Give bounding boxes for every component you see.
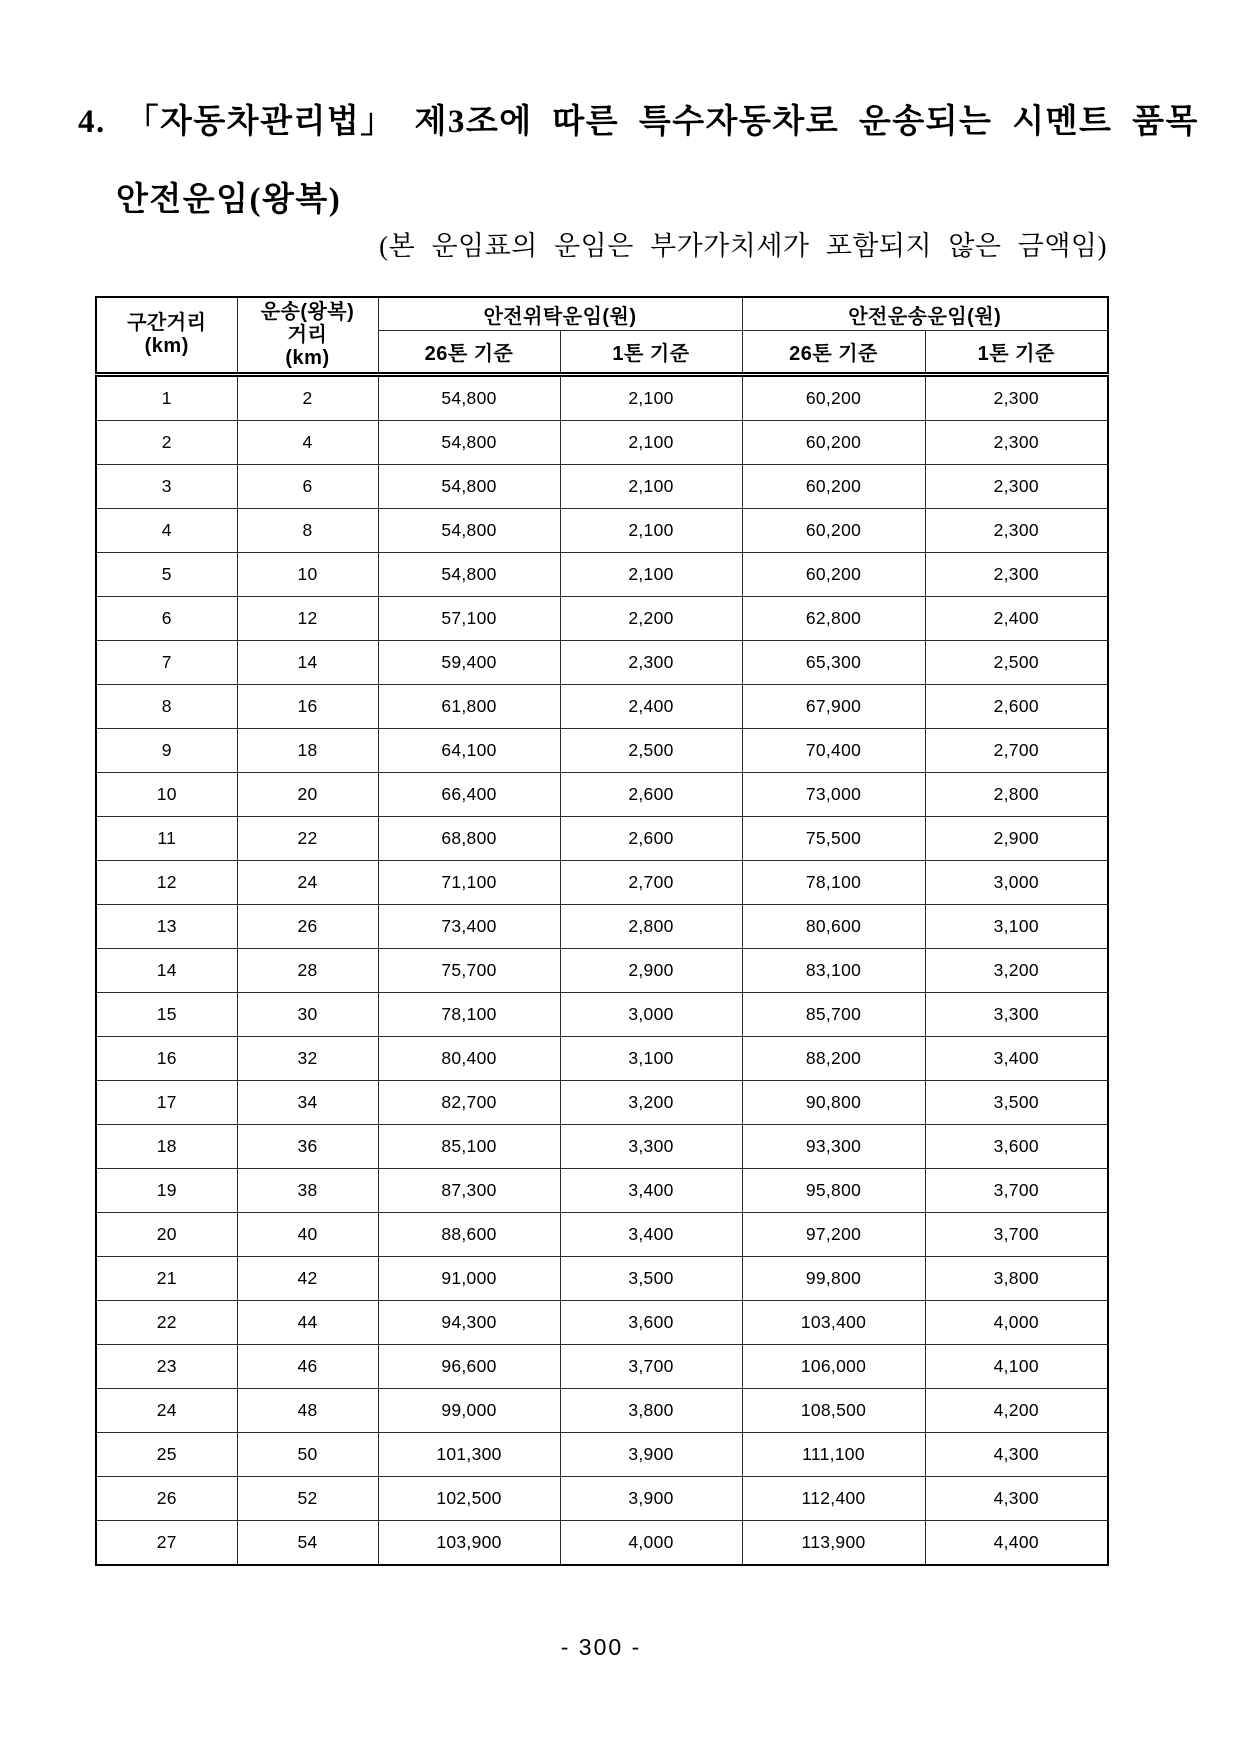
table-cell: 112,400 [742,1477,925,1521]
table-cell: 90,800 [742,1081,925,1125]
table-cell: 3,200 [560,1081,742,1125]
header-text: 구간거리 [127,312,207,334]
table-row [96,1081,1108,1125]
table-cell: 12 [237,597,378,641]
table-cell: 14 [237,641,378,685]
table-cell: 68,800 [378,817,560,861]
table-cell: 34 [237,1081,378,1125]
table-cell: 3,500 [560,1257,742,1301]
table-cell: 12 [96,861,237,905]
header-text: (km) [285,346,330,369]
table-cell: 87,300 [378,1169,560,1213]
header-consignment-26ton: 26톤 기준 [378,331,560,375]
table-cell: 3,300 [925,993,1108,1037]
table-cell: 3,800 [560,1389,742,1433]
table-cell: 62,800 [742,597,925,641]
table-cell: 27 [96,1521,237,1566]
table-row [96,1389,1108,1433]
table-cell: 2,800 [560,905,742,949]
table-cell: 4 [237,421,378,465]
table-cell: 94,300 [378,1301,560,1345]
table-cell: 2 [237,375,378,421]
table-cell: 6 [237,465,378,509]
table-cell: 44 [237,1301,378,1345]
table-cell: 103,900 [378,1521,560,1566]
table-cell: 2,500 [925,641,1108,685]
table-cell: 75,700 [378,949,560,993]
table-cell: 111,100 [742,1433,925,1477]
table-cell: 4,300 [925,1433,1108,1477]
table-row [96,597,1108,641]
table-cell: 54 [237,1521,378,1566]
table-row [96,729,1108,773]
header-section-distance [96,297,237,375]
table-row [96,993,1108,1037]
table-cell: 3,800 [925,1257,1108,1301]
table-cell: 2,900 [560,949,742,993]
header-roundtrip-distance [237,297,378,375]
table-cell: 54,800 [378,375,560,421]
table-row [96,949,1108,993]
table-cell: 82,700 [378,1081,560,1125]
table-cell: 30 [237,993,378,1037]
table-cell: 46 [237,1345,378,1389]
table-cell: 54,800 [378,553,560,597]
table-cell: 26 [96,1477,237,1521]
table-row [96,861,1108,905]
table-cell: 67,900 [742,685,925,729]
table-cell: 42 [237,1257,378,1301]
table-cell: 60,200 [742,421,925,465]
table-cell: 26 [237,905,378,949]
table-cell: 52 [237,1477,378,1521]
table-cell: 3,200 [925,949,1108,993]
table-cell: 3,400 [560,1213,742,1257]
table-row [96,1301,1108,1345]
table-cell: 2,100 [560,509,742,553]
table-cell: 2,700 [925,729,1108,773]
table-cell: 2,300 [925,553,1108,597]
table-cell: 4,200 [925,1389,1108,1433]
header-transport-fare-group: 안전운송운임(원) [742,297,1108,331]
table-cell: 61,800 [378,685,560,729]
section-title-line2: 안전운임(왕복) [116,182,342,218]
table-cell: 2,300 [925,509,1108,553]
table-cell: 3,700 [560,1345,742,1389]
section-title-line1: 4. 「자동차관리법」 제3조에 따른 특수자동차로 운송되는 시멘트 품목 [78,104,1199,140]
table-cell: 2,300 [925,421,1108,465]
table-cell: 50 [237,1433,378,1477]
table-row [96,1521,1108,1566]
table-cell: 3,000 [925,861,1108,905]
table-cell: 2,400 [560,685,742,729]
table-cell: 19 [96,1169,237,1213]
fare-table-body [96,375,1108,1566]
table-cell: 2,800 [925,773,1108,817]
table-row [96,817,1108,861]
table-cell: 7 [96,641,237,685]
table-cell: 2,600 [560,773,742,817]
table-cell: 60,200 [742,375,925,421]
table-cell: 2,700 [560,861,742,905]
table-cell: 20 [237,773,378,817]
header-text: 운송(왕복) [260,300,355,323]
table-cell: 22 [237,817,378,861]
table-row [96,685,1108,729]
table-cell: 88,600 [378,1213,560,1257]
table-cell: 91,000 [378,1257,560,1301]
header-text: 거리 [287,323,328,346]
page-number: - 300 - [560,1634,642,1660]
table-cell: 24 [237,861,378,905]
table-cell: 48 [237,1389,378,1433]
table-cell: 18 [96,1125,237,1169]
table-cell: 78,100 [742,861,925,905]
table-cell: 3,900 [560,1433,742,1477]
table-cell: 21 [96,1257,237,1301]
table-cell: 71,100 [378,861,560,905]
table-cell: 2,300 [925,465,1108,509]
table-cell: 96,600 [378,1345,560,1389]
table-cell: 2,300 [560,641,742,685]
table-cell: 3,400 [560,1169,742,1213]
table-cell: 78,100 [378,993,560,1037]
table-cell: 9 [96,729,237,773]
table-cell: 6 [96,597,237,641]
table-cell: 14 [96,949,237,993]
table-row [96,465,1108,509]
table-cell: 73,400 [378,905,560,949]
table-cell: 22 [96,1301,237,1345]
table-cell: 60,200 [742,509,925,553]
table-cell: 11 [96,817,237,861]
table-cell: 23 [96,1345,237,1389]
table-cell: 40 [237,1213,378,1257]
table-cell: 106,000 [742,1345,925,1389]
table-cell: 13 [96,905,237,949]
table-row [96,421,1108,465]
table-row [96,1477,1108,1521]
table-row [96,1257,1108,1301]
table-cell: 10 [96,773,237,817]
header-text: (km) [144,335,189,357]
table-row [96,641,1108,685]
table-cell: 103,400 [742,1301,925,1345]
table-cell: 108,500 [742,1389,925,1433]
table-cell: 113,900 [742,1521,925,1566]
table-cell: 60,200 [742,465,925,509]
table-cell: 8 [96,685,237,729]
table-row [96,1125,1108,1169]
table-row [96,905,1108,949]
table-cell: 65,300 [742,641,925,685]
table-cell: 99,800 [742,1257,925,1301]
safety-fare-table [95,296,1109,1566]
table-cell: 2,100 [560,465,742,509]
table-cell: 64,100 [378,729,560,773]
table-cell: 59,400 [378,641,560,685]
table-cell: 32 [237,1037,378,1081]
table-cell: 25 [96,1433,237,1477]
table-cell: 101,300 [378,1433,560,1477]
table-cell: 2,600 [560,817,742,861]
table-cell: 54,800 [378,465,560,509]
table-cell: 99,000 [378,1389,560,1433]
table-cell: 97,200 [742,1213,925,1257]
table-row [96,375,1108,421]
table-row [96,773,1108,817]
table-cell: 2,600 [925,685,1108,729]
table-cell: 3,700 [925,1213,1108,1257]
table-cell: 3,300 [560,1125,742,1169]
table-row [96,1345,1108,1389]
table-cell: 66,400 [378,773,560,817]
table-cell: 95,800 [742,1169,925,1213]
table-cell: 2,300 [925,375,1108,421]
table-row [96,1213,1108,1257]
table-cell: 3,500 [925,1081,1108,1125]
table-cell: 4,000 [925,1301,1108,1345]
table-cell: 3,400 [925,1037,1108,1081]
table-cell: 18 [237,729,378,773]
header-consignment-fare-group: 안전위탁운임(원) [378,297,742,331]
header-group-row [96,297,1108,331]
header-transport-1ton: 1톤 기준 [925,331,1108,375]
table-cell: 28 [237,949,378,993]
table-cell: 4,100 [925,1345,1108,1389]
table-cell: 93,300 [742,1125,925,1169]
table-cell: 70,400 [742,729,925,773]
table-cell: 15 [96,993,237,1037]
table-cell: 36 [237,1125,378,1169]
table-cell: 2,100 [560,375,742,421]
table-cell: 75,500 [742,817,925,861]
table-cell: 38 [237,1169,378,1213]
table-cell: 5 [96,553,237,597]
table-cell: 80,600 [742,905,925,949]
table-cell: 3,600 [925,1125,1108,1169]
table-row [96,1037,1108,1081]
table-cell: 4,300 [925,1477,1108,1521]
table-cell: 102,500 [378,1477,560,1521]
table-cell: 10 [237,553,378,597]
table-cell: 2,400 [925,597,1108,641]
table-cell: 73,000 [742,773,925,817]
table-cell: 2,900 [925,817,1108,861]
table-cell: 1 [96,375,237,421]
table-cell: 57,100 [378,597,560,641]
table-cell: 54,800 [378,509,560,553]
table-row [96,1169,1108,1213]
table-cell: 83,100 [742,949,925,993]
table-cell: 3,600 [560,1301,742,1345]
table-cell: 2,100 [560,553,742,597]
table-cell: 2,100 [560,421,742,465]
table-cell: 85,700 [742,993,925,1037]
table-cell: 85,100 [378,1125,560,1169]
table-cell: 8 [237,509,378,553]
table-cell: 20 [96,1213,237,1257]
header-transport-26ton: 26톤 기준 [742,331,925,375]
table-cell: 88,200 [742,1037,925,1081]
table-cell: 54,800 [378,421,560,465]
table-cell: 3,000 [560,993,742,1037]
table-cell: 3,100 [925,905,1108,949]
table-cell: 60,200 [742,553,925,597]
table-cell: 4,400 [925,1521,1108,1566]
table-cell: 2,200 [560,597,742,641]
table-cell: 2 [96,421,237,465]
table-cell: 4,000 [560,1521,742,1566]
table-row [96,1433,1108,1477]
table-header [96,297,1108,375]
table-cell: 3,700 [925,1169,1108,1213]
header-consignment-1ton: 1톤 기준 [560,331,742,375]
table-cell: 80,400 [378,1037,560,1081]
table-cell: 4 [96,509,237,553]
table-cell: 16 [237,685,378,729]
table-cell: 3 [96,465,237,509]
table-cell: 16 [96,1037,237,1081]
table-row [96,509,1108,553]
table-cell: 3,100 [560,1037,742,1081]
table-row [96,553,1108,597]
table-cell: 17 [96,1081,237,1125]
table-cell: 24 [96,1389,237,1433]
table-cell: 3,900 [560,1477,742,1521]
vat-exclusion-note: (본 운임표의 운임은 부가가치세가 포함되지 않은 금액임) [379,231,1107,261]
table-cell: 2,500 [560,729,742,773]
